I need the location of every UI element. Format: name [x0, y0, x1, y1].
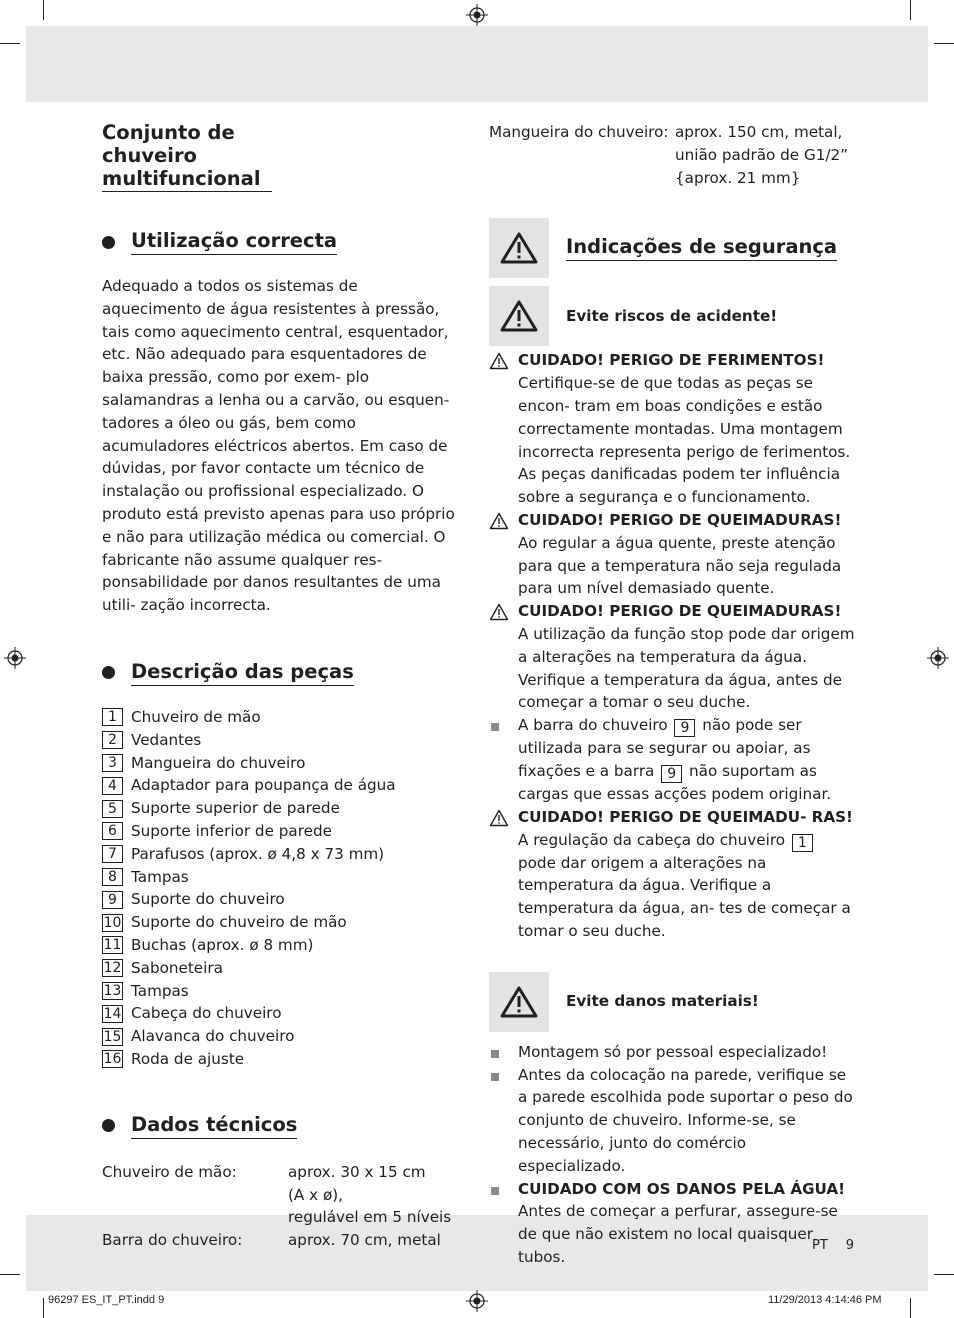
accident-heading: Evite riscos de acidente!	[566, 306, 778, 325]
tech-value	[288, 1161, 462, 1229]
section-heading-use	[102, 229, 462, 255]
part-label: Parafusos (aprox. ø 4,8 x 73 mm)	[131, 844, 385, 863]
bullet-dot-icon	[102, 666, 115, 679]
tech-label: Mangueira do chuveiro:	[489, 123, 669, 141]
safety-heading: Indicações de segurança	[566, 236, 837, 261]
tech-value-line: aprox. 30 x 15 cm	[288, 1162, 426, 1181]
bullet-item	[489, 714, 857, 806]
warning-box	[489, 972, 549, 1032]
warning-text	[518, 509, 857, 600]
part-label: Suporte inferior de parede	[131, 821, 332, 840]
tech-row-hose	[489, 121, 857, 189]
warning-title: CUIDADO COM OS DANOS PELA ÁGUA!	[518, 1179, 846, 1198]
marker	[489, 349, 518, 509]
part-label: Suporte superior de parede	[131, 799, 340, 818]
tech-table	[102, 1161, 462, 1252]
marker	[489, 1041, 518, 1064]
part-item	[102, 797, 462, 820]
part-label: Cabeça do chuveiro	[131, 1004, 282, 1023]
part-label: Chuveiro de mão	[131, 707, 261, 726]
part-number: 6	[102, 822, 123, 840]
part-label: Tampas	[131, 981, 189, 1000]
tech-value-line: (A x ø),	[288, 1185, 344, 1204]
tech-value-line: {aprox. 21 mm}	[675, 168, 801, 187]
part-ref: 9	[661, 765, 682, 783]
footer-file: 96297 ES_IT_PT.indd 9	[48, 1294, 165, 1306]
warning-triangle-icon	[489, 352, 509, 370]
part-ref: 1	[792, 834, 813, 852]
part-number: 2	[102, 731, 123, 749]
right-column	[489, 121, 857, 1269]
registration-mark-icon	[466, 1290, 488, 1312]
section-heading-text: Utilização correcta	[131, 229, 337, 255]
bullet-text: Montagem só por pessoal especializado!	[518, 1042, 828, 1061]
marker	[489, 509, 518, 600]
warning-body: Certifique-se de que todas as peças se encon- tram em boas condições e estão correctamente montadas. Uma montagem incorrecta representa perigo de ferimentos. As peças danificadas podem ter influência sobre a segurança e o funcionamento.	[518, 374, 851, 507]
square-bullet-icon	[491, 1187, 499, 1195]
use-paragraph: Adequado a todos os sistemas de aquecimento de água resistentes à pressão, tais como aquecimento central, esquentador, etc. Não adequado para esquentadores de baixa pressão, como por exem- plo salamandras a lenha ou a carvão, ou esquen- tadores a óleo ou gás, bem como acumuladores eléctricos abertos. Em caso de dúvidas, por favor contacte um técnico de instalação ou profissional especializado. O produto está previsto apenas para uso próprio e não para utilização médica ou comercial. O fabricante não assume qualquer res- ponsabilidade por danos resultantes de uma utili- zação incorrecta.	[102, 277, 455, 615]
text: não pode ser utilizada para se segurar ou apoiar, as fixações e a barra	[518, 716, 811, 780]
text: não suportam as cargas que essas acções podem originar.	[518, 761, 832, 803]
square-bullet-icon	[491, 723, 499, 731]
footer-date: 11/29/2013 4:14:46 PM	[768, 1294, 882, 1306]
part-item	[102, 706, 462, 729]
text: A regulação da cabeça do chuveiro	[518, 830, 786, 849]
warning-title: CUIDADO! PERIGO DE QUEIMADURAS!	[518, 510, 842, 529]
crop-mark	[910, 1298, 911, 1318]
crop-mark	[0, 1274, 20, 1275]
warning-box	[489, 286, 549, 346]
language-code: PT	[812, 1238, 828, 1253]
warning-item	[489, 806, 857, 943]
left-column	[102, 121, 462, 1252]
part-item	[102, 1025, 462, 1048]
bullet-dot-icon	[102, 236, 115, 249]
part-number: 16	[103, 1051, 122, 1068]
part-number: 8	[102, 868, 123, 886]
damage-heading: Evite danos materiais!	[566, 992, 759, 1011]
part-number: 10	[103, 914, 122, 931]
section-heading-tech	[102, 1113, 462, 1139]
part-number: 4	[102, 777, 123, 795]
marker	[489, 1178, 518, 1269]
part-number: 11	[103, 937, 122, 954]
warning-triangle-icon	[489, 809, 509, 827]
crop-mark	[43, 0, 44, 20]
warning-title: CUIDADO! PERIGO DE FERIMENTOS!	[518, 351, 825, 370]
tech-value	[288, 1229, 462, 1252]
part-item	[102, 820, 462, 843]
part-number: 9	[102, 891, 123, 909]
square-bullet-icon	[491, 1073, 499, 1081]
damage-list	[489, 1041, 857, 1269]
tech-value-line: aprox. 70 cm, metal	[288, 1231, 441, 1250]
square-bullet-icon	[491, 1050, 499, 1058]
marker	[489, 600, 518, 714]
warning-body: Antes de começar a perfurar, assegure-se de que não existem no local quaisquer tubos.	[518, 1202, 838, 1266]
part-label: Suporte do chuveiro de mão	[131, 913, 347, 932]
part-label: Vedantes	[131, 730, 202, 749]
section-heading-parts	[102, 660, 462, 686]
marker	[489, 1064, 518, 1178]
warning-item	[489, 600, 857, 714]
part-item	[102, 752, 462, 775]
section-heading-text: Descrição das peças	[131, 660, 354, 686]
header-band	[26, 26, 928, 102]
registration-mark-icon	[4, 647, 26, 669]
registration-mark-icon	[927, 647, 949, 669]
part-ref: 9	[674, 719, 695, 737]
tech-value-line: união padrão de G1/2”	[675, 145, 849, 164]
tech-row	[102, 1229, 462, 1252]
part-item	[102, 980, 462, 1003]
warning-text	[518, 806, 857, 943]
bullet-item	[489, 1178, 857, 1269]
part-item	[102, 888, 462, 911]
page-number	[812, 1238, 854, 1253]
bullet-text	[518, 714, 857, 806]
warning-title: CUIDADO! PERIGO DE QUEIMADURAS!	[518, 602, 842, 621]
part-number: 12	[103, 960, 122, 977]
bullet-dot-icon	[102, 1119, 115, 1132]
part-number: 15	[103, 1028, 122, 1045]
part-item	[102, 957, 462, 980]
tech-label: Barra do chuveiro:	[102, 1231, 243, 1250]
warning-triangle-icon	[500, 985, 538, 1019]
section-heading-text: Dados técnicos	[131, 1113, 297, 1139]
crop-mark	[910, 0, 911, 20]
crop-mark	[43, 1298, 44, 1318]
text: A barra do chuveiro	[518, 716, 668, 735]
warning-triangle-icon	[489, 603, 509, 621]
bullet-text: Antes da colocação na parede, verifique se a parede escolhida pode suportar o peso do conjunto de chuveiro. Informe-se, se necessário, junto do comércio especializado.	[518, 1065, 853, 1175]
bullet-item	[489, 1041, 857, 1064]
part-item	[102, 774, 462, 797]
part-number: 13	[103, 982, 122, 999]
part-label: Roda de ajuste	[131, 1049, 245, 1068]
registration-mark-icon	[466, 4, 488, 26]
crop-mark	[934, 43, 954, 44]
part-label: Buchas (aprox. ø 8 mm)	[131, 935, 314, 954]
part-item	[102, 934, 462, 957]
part-item	[102, 911, 462, 934]
part-item	[102, 1048, 462, 1071]
warning-triangle-icon	[500, 299, 538, 333]
part-number: 7	[102, 845, 123, 863]
part-label: Mangueira do chuveiro	[131, 753, 306, 772]
part-number: 5	[102, 800, 123, 818]
warning-triangle-icon	[500, 231, 538, 265]
part-label: Tampas	[131, 867, 189, 886]
parts-list	[102, 706, 462, 1071]
crop-mark	[934, 1274, 954, 1275]
part-item	[102, 843, 462, 866]
tech-label: Chuveiro de mão:	[102, 1162, 237, 1181]
accident-heading-row	[489, 286, 857, 346]
warning-text	[518, 349, 857, 509]
warning-body: A utilização da função stop pode dar origem a alterações na temperatura da água. Verifique a temperatura da água, antes de começar a tomar o seu duche.	[518, 624, 855, 712]
warning-text	[518, 600, 857, 714]
tech-row	[102, 1161, 462, 1229]
part-label: Saboneteira	[131, 958, 223, 977]
bullet-text	[518, 1178, 857, 1269]
warning-body: Ao regular a água quente, preste atenção para que a temperatura não seja regulada para um nível demasiado quente.	[518, 533, 842, 598]
warning-item	[489, 349, 857, 509]
part-label: Suporte do chuveiro	[131, 890, 285, 909]
marker	[489, 806, 518, 943]
part-label: Alavanca do chuveiro	[131, 1027, 295, 1046]
part-item	[102, 866, 462, 889]
warning-title: CUIDADO! PERIGO DE QUEIMADU- RAS!	[518, 807, 853, 826]
warning-item	[489, 509, 857, 600]
damage-heading-row	[489, 972, 857, 1032]
tech-value	[675, 121, 857, 189]
part-label: Adaptador para poupança de água	[131, 776, 396, 795]
marker	[489, 714, 518, 806]
text: pode dar origem a alterações na temperatura da água. Verifique a temperatura da água, an- tes de começar a tomar o seu duche.	[518, 853, 851, 940]
part-item	[102, 729, 462, 752]
page-number-value: 9	[845, 1238, 855, 1253]
safety-list	[489, 349, 857, 942]
safety-heading-row	[489, 218, 857, 278]
warning-triangle-icon	[489, 512, 509, 530]
part-number: 3	[102, 754, 123, 772]
part-number: 1	[102, 708, 123, 726]
part-item	[102, 1002, 462, 1025]
page-title: Conjunto de chuveiro multifuncional	[102, 121, 272, 192]
warning-box	[489, 218, 549, 278]
tech-value-line: aprox. 150 cm, metal,	[675, 123, 843, 141]
bullet-item	[489, 1064, 857, 1178]
tech-value-line: regulável em 5 níveis	[288, 1208, 452, 1227]
crop-mark	[0, 43, 20, 44]
part-number: 14	[103, 1005, 122, 1022]
